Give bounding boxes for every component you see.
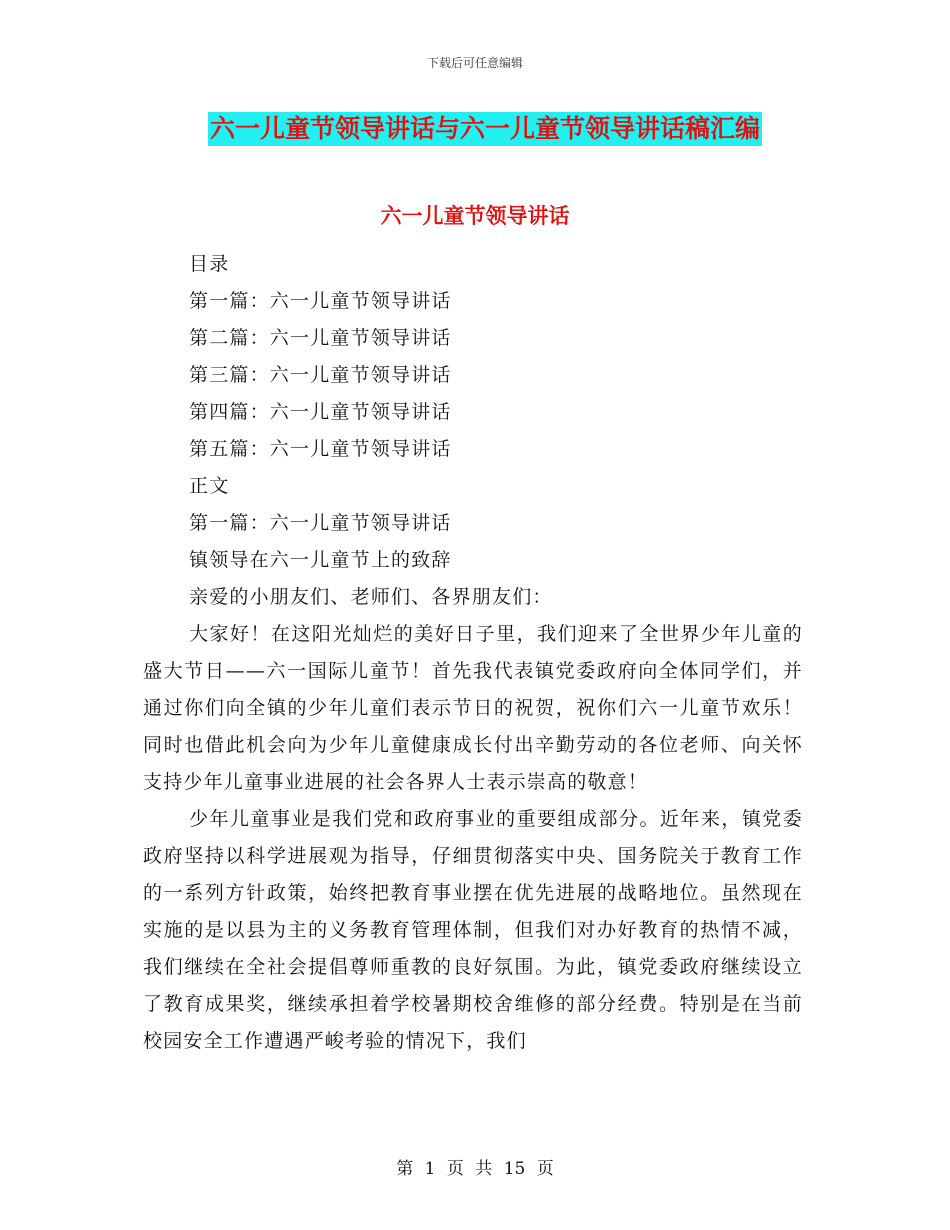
speech-title: 镇领导在六一儿童节上的致辞: [189, 549, 452, 571]
toc-item: 第二篇：六一儿童节领导讲话: [189, 327, 452, 349]
document-main-title: 六一儿童节领导讲话与六一儿童节领导讲话稿汇编: [208, 112, 762, 146]
page-footer: 第 1 页 共 15 页: [396, 1159, 554, 1179]
toc-item: 第四篇：六一儿童节领导讲话: [189, 401, 452, 423]
toc-item: 第五篇：六一儿童节领导讲话: [189, 438, 452, 460]
toc-item: 第三篇：六一儿童节领导讲话: [189, 364, 452, 386]
header-note: 下载后可任意编辑: [426, 56, 523, 70]
toc-heading: 目录: [189, 253, 230, 275]
body-heading: 正文: [189, 475, 230, 497]
salutation: 亲爱的小朋友们、老师们、各界朋友们：: [189, 586, 553, 608]
document-body: [143, 246, 803, 1060]
body-paragraph: 大家好！在这阳光灿烂的美好日子里，我们迎来了全世界少年儿童的盛大节日——六一国际儿童节！首先我代表镇党委政府向全体同学们，并通过你们向全镇的少年儿童们表示节日的祝贺，祝你们六一儿童节欢乐！同时也借此机会向为少年儿童健康成长付出辛勤劳动的各位老师、向关怀支持少年儿童事业进展的社会各界人士表示崇高的敬意！: [143, 623, 803, 793]
chapter-heading: 第一篇：六一儿童节领导讲话: [189, 512, 452, 534]
toc-item: 第一篇：六一儿童节领导讲话: [189, 290, 452, 312]
body-paragraph: 少年儿童事业是我们党和政府事业的重要组成部分。近年来，镇党委政府坚持以科学进展观为指导，仔细贯彻落实中央、国务院关于教育工作的一系列方针政策，始终把教育事业摆在优先进展的战略地位。虽然现在实施的是以县为主的义务教育管理体制，但我们对办好教育的热情不减，我们继续在全社会提倡尊师重教的良好氛围。为此，镇党委政府继续设立了教育成果奖，继续承担着学校暑期校舍维修的部分经费。特别是在当前校园安全工作遭遇严峻考验的情况下，我们: [143, 808, 803, 1052]
section-title: 六一儿童节领导讲话: [380, 204, 570, 228]
